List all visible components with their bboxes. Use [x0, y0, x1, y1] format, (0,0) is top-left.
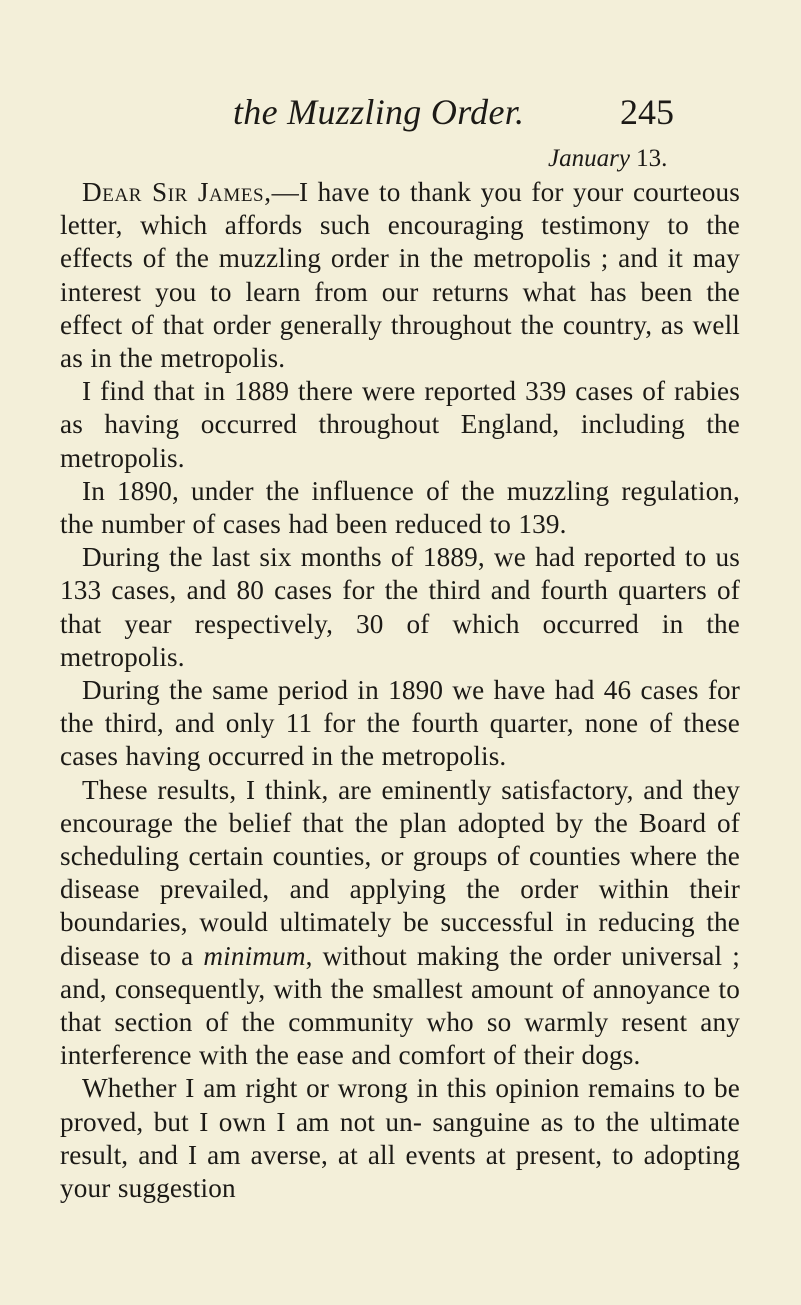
paragraph: I find that in 1889 there were reported 339 cases of rabies as having occurred throughout England, including the metropolis. — [60, 376, 740, 473]
paragraph-text: , without making the order universal ; and, consequently, with the smallest amount of annoyance to that section of the community who so warmly resent any interference with the ease and comfort of their dogs. — [60, 940, 740, 1071]
paragraph — [60, 774, 740, 1073]
date-day: 13. — [629, 145, 668, 172]
paragraph-opening — [60, 176, 740, 375]
paragraph: During the same period in 1890 we have had 46 cases for the third, and only 11 for the fourth quarter, none of these cases having occurred in the metropolis. — [60, 675, 740, 772]
date-month: January — [548, 145, 630, 172]
emphasis-text: minimum — [203, 940, 306, 971]
running-title: the Muzzling Order. — [233, 92, 525, 132]
page-number: 245 — [620, 92, 674, 132]
paragraph: In 1890, under the influence of the muzzling regulation, the number of cases had been reduced to 139. — [60, 475, 740, 540]
paragraph-text: These results, I think, are eminently satisfactory, and they encourage the belief that the plan adopted by the Board of scheduling certain counties, or groups of counties where the disease prevailed, and applying the order within their boundaries, would ultimately be successful in reducing the disease to a — [60, 774, 740, 971]
running-head — [0, 88, 801, 136]
letter-body — [60, 176, 740, 1205]
paragraph-text: —I have to thank you for your courteous letter, which affords such encouraging testimony to the effects of the muzzling order in the metropolis ; and it may interest you to learn from our returns what has been the effect of that order generally throughout the country, as well as in the metropolis. — [60, 177, 740, 374]
paragraph: During the last six months of 1889, we had reported to us 133 cases, and 80 cases for the third and fourth quarters of that year respectively, 30 of which occurred in the metropolis. — [60, 542, 740, 672]
letter-date — [548, 143, 667, 175]
paragraph: Whether I am right or wrong in this opinion remains to be proved, but I own I am not un- sanguine as to the ultimate result, and I am averse, at all events at present, to adopting your suggestion — [60, 1073, 740, 1204]
salutation: Dear Sir James, — [82, 177, 272, 207]
